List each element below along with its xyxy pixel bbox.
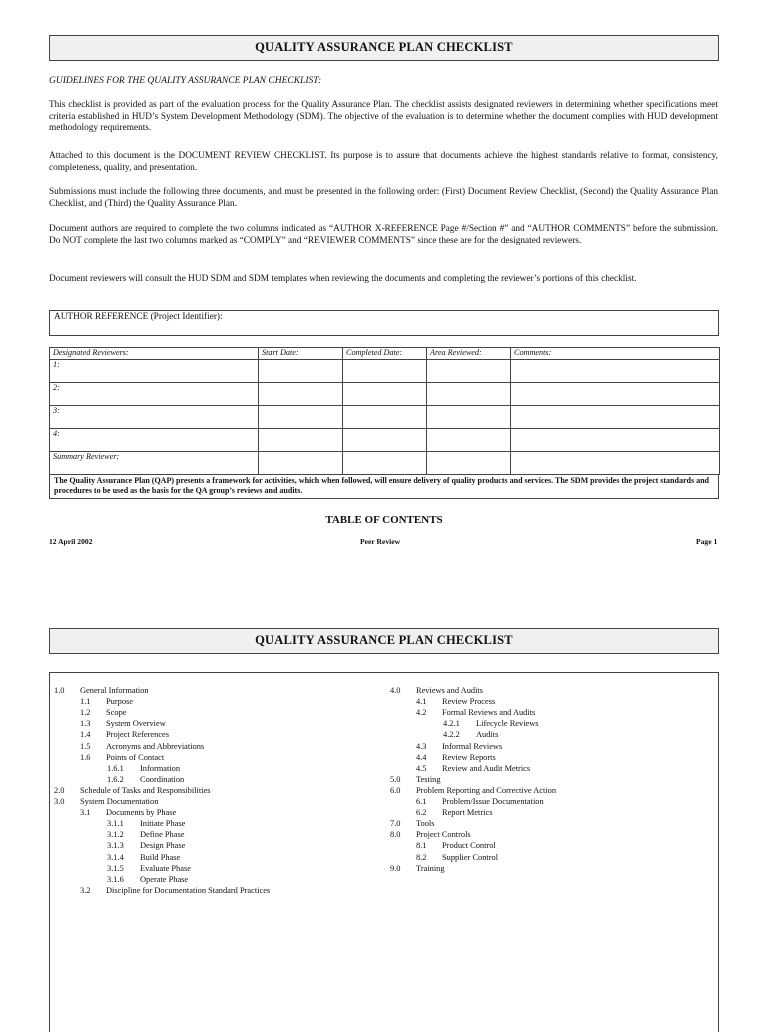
start-date-cell[interactable] <box>259 429 343 452</box>
toc-entry-label: Points of Contact <box>106 752 165 762</box>
qap-note: The Quality Assurance Plan (QAP) presents a framework for activities, which when followed, will ensure delivery of quality products and services. The SDM provides the project standards and procedures to be used as the basis for the QA group’s reviews and audits. <box>49 474 719 499</box>
toc-entry-number: 1.1 <box>80 697 91 707</box>
toc-entry-number: 3.1.5 <box>107 863 124 873</box>
footer-date: 12 April 2002 <box>49 537 93 546</box>
page2-title: QUALITY ASSURANCE PLAN CHECKLIST <box>49 628 719 654</box>
toc-entry-label: Define Phase <box>140 830 185 840</box>
footer-page: Page 1 <box>696 537 718 546</box>
reviewer-cell[interactable]: 1: <box>50 360 259 383</box>
table-row <box>50 429 720 452</box>
author-reference-label: AUTHOR REFERENCE (Project Identifier): <box>54 312 223 322</box>
comments-cell[interactable] <box>511 406 720 429</box>
page-title: QUALITY ASSURANCE PLAN CHECKLIST <box>49 35 719 61</box>
reviewer-cell[interactable]: 3: <box>50 406 259 429</box>
toc-entry-label: Discipline for Documentation Standard Practices <box>106 885 271 895</box>
reviewers-table-header <box>50 348 720 360</box>
toc-entry-label: Supplier Control <box>442 852 499 862</box>
toc-entry-label: Product Control <box>442 841 496 851</box>
comments-cell[interactable] <box>511 429 720 452</box>
toc-entry-number: 2.0 <box>54 785 65 795</box>
toc-entry-label: Testing <box>416 774 441 784</box>
start-date-cell[interactable] <box>259 452 343 475</box>
toc-entry-label: Training <box>416 863 445 873</box>
toc-entry-number: 3.1.2 <box>107 830 124 840</box>
toc-entry-label: Lifecycle Reviews <box>476 719 539 729</box>
toc-entry-label: Formal Reviews and Audits <box>442 708 536 718</box>
toc-entry-number: 4.5 <box>416 763 427 773</box>
toc-entry-label: Evaluate Phase <box>140 863 191 873</box>
toc-entry-label: Initiate Phase <box>140 819 186 829</box>
toc-entry-label: Acronyms and Abbreviations <box>106 741 205 751</box>
toc-entry-number: 4.1 <box>416 697 427 707</box>
area-reviewed-cell[interactable] <box>427 383 511 406</box>
paragraph-submissions: Submissions must include the following three documents, and must be presented in the following order: (First) Document Review Checklist, (Second) the Quality Assurance Plan Checklist, and (Third) the Quality Assurance Plan. <box>49 187 718 209</box>
header-designated-reviewers: Designated Reviewers: <box>50 348 259 360</box>
toc-entry-number: 3.2 <box>80 885 91 895</box>
toc-entry-label: Build Phase <box>140 852 181 862</box>
reviewer-cell[interactable]: 2: <box>50 383 259 406</box>
toc-entry-number: 1.6.1 <box>107 763 124 773</box>
start-date-cell[interactable] <box>259 360 343 383</box>
toc-entry-number: 6.2 <box>416 808 427 818</box>
toc-entry-number: 4.4 <box>416 752 427 762</box>
toc-entry-number: 3.1.4 <box>107 852 124 862</box>
summary-reviewer-cell[interactable]: Summary Reviewer: <box>50 452 259 475</box>
header-completed-date: Completed Date: <box>343 348 427 360</box>
toc-entry-label: Project Controls <box>416 830 471 840</box>
header-start-date: Start Date: <box>259 348 343 360</box>
toc-entry-label: Project References <box>106 730 170 740</box>
toc-entry-label: Design Phase <box>140 841 186 851</box>
toc-entry-number: 1.0 <box>54 686 65 695</box>
author-reference-field[interactable] <box>49 310 719 336</box>
toc-entry-label: Report Metrics <box>442 808 493 818</box>
reviewer-cell[interactable]: 4: <box>50 429 259 452</box>
paragraph-authors: Document authors are required to complete the two columns indicated as “AUTHOR X-REFERENCE Page #/Section #” and “AUTHOR COMMENTS” before the submission. Do NOT complete the last two columns marked as “COMPLY” and “REVIEWER COMMENTS” since these are for the designated reviewers. <box>49 224 718 246</box>
comments-cell[interactable] <box>511 360 720 383</box>
completed-date-cell[interactable] <box>343 406 427 429</box>
toc-entry-label: Schedule of Tasks and Responsibilities <box>80 785 211 795</box>
toc-entry-label: Scope <box>106 708 127 718</box>
area-reviewed-cell[interactable] <box>427 360 511 383</box>
toc-entry-label: Operate Phase <box>140 874 189 884</box>
toc-entry-label: Informal Reviews <box>442 741 503 751</box>
toc-box <box>49 672 719 1032</box>
toc-entry-number: 4.2 <box>416 708 427 718</box>
toc-entry-label: Information <box>140 763 181 773</box>
toc-entry-label: Problem Reporting and Corrective Action <box>416 785 557 795</box>
toc-entry-label: Tools <box>416 819 435 829</box>
toc-entry-number: 4.0 <box>390 686 401 695</box>
footer-center: Peer Review <box>360 537 401 546</box>
toc-entry-number: 6.1 <box>416 797 427 806</box>
toc-entry-number: 7.0 <box>390 819 401 829</box>
toc-entry-label: System Overview <box>106 719 166 729</box>
paragraph-attached: Attached to this document is the DOCUMENT REVIEW CHECKLIST. Its purpose is to assure that documents achieve the highest standards relative to format, consistency, completeness, quality, and presentation. <box>49 151 718 173</box>
toc-entry-label: Review Process <box>442 697 496 707</box>
toc-entry-number: 8.0 <box>390 830 401 840</box>
header-area-reviewed: Area Reviewed: <box>427 348 511 360</box>
toc-entry-label: Review Reports <box>442 752 496 762</box>
comments-cell[interactable] <box>511 383 720 406</box>
completed-date-cell[interactable] <box>343 429 427 452</box>
completed-date-cell[interactable] <box>343 383 427 406</box>
toc-heading: TABLE OF CONTENTS <box>325 514 443 526</box>
toc-entry-number: 1.3 <box>80 719 91 729</box>
toc-entry-number: 1.5 <box>80 741 91 751</box>
toc-entry-number: 8.2 <box>416 852 427 862</box>
table-row <box>50 383 720 406</box>
toc-entry-number: 4.3 <box>416 741 427 751</box>
toc-entry-number: 3.1.6 <box>107 874 124 884</box>
toc-entry-label: System Documentation <box>80 797 159 806</box>
toc-entry-number: 4.2.1 <box>443 719 460 729</box>
comments-cell[interactable] <box>511 452 720 475</box>
start-date-cell[interactable] <box>259 383 343 406</box>
toc-entry-number: 4.2.2 <box>443 730 460 740</box>
toc-entry-number: 1.2 <box>80 708 91 718</box>
toc-entry-number: 9.0 <box>390 863 401 873</box>
completed-date-cell[interactable] <box>343 360 427 383</box>
toc-entry-number: 3.1.1 <box>107 819 124 829</box>
toc-entry-label: Documents by Phase <box>106 808 177 818</box>
toc-entry-label: General Information <box>80 686 149 695</box>
paragraph-reviewers: Document reviewers will consult the HUD SDM and SDM templates when reviewing the documents and completing the reviewer’s portions of this checklist. <box>49 274 637 284</box>
area-reviewed-cell[interactable] <box>427 429 511 452</box>
toc-entry-label: Review and Audit Metrics <box>442 763 531 773</box>
toc-entry-number: 1.4 <box>80 730 91 740</box>
toc-entry-number: 8.1 <box>416 841 427 851</box>
guidelines-heading: GUIDELINES FOR THE QUALITY ASSURANCE PLAN CHECKLIST: <box>49 76 322 86</box>
toc-entry-number: 3.1.3 <box>107 841 124 851</box>
toc-entry-number: 6.0 <box>390 785 401 795</box>
toc-entry-number: 3.1 <box>80 808 91 818</box>
toc-entry-label: Coordination <box>140 774 185 784</box>
table-row <box>50 360 720 383</box>
toc-entry-label: Purpose <box>106 697 133 707</box>
toc-entry-number: 3.0 <box>54 797 65 806</box>
toc-entry-label: Problem/Issue Documentation <box>442 797 544 806</box>
completed-date-cell[interactable] <box>343 452 427 475</box>
header-comments: Comments: <box>511 348 720 360</box>
start-date-cell[interactable] <box>259 406 343 429</box>
paragraph-intro: This checklist is provided as part of the evaluation process for the Quality Assurance Plan. The checklist assists designated reviewers in determining whether specifications meet criteria established in HUD’s System Development Methodology (SDM). The objective of the evaluation is to determine whether the document complies with HUD development methodology requirements. <box>49 100 718 134</box>
table-row <box>50 406 720 429</box>
toc-entry-number: 1.6.2 <box>107 774 124 784</box>
toc-entry-label: Audits <box>476 730 499 740</box>
toc-entry-label: Reviews and Audits <box>416 686 483 695</box>
toc-entry-number: 1.6 <box>80 752 91 762</box>
area-reviewed-cell[interactable] <box>427 406 511 429</box>
toc-entry-number: 5.0 <box>390 774 401 784</box>
area-reviewed-cell[interactable] <box>427 452 511 475</box>
reviewers-table <box>49 347 720 475</box>
table-row <box>50 452 720 475</box>
